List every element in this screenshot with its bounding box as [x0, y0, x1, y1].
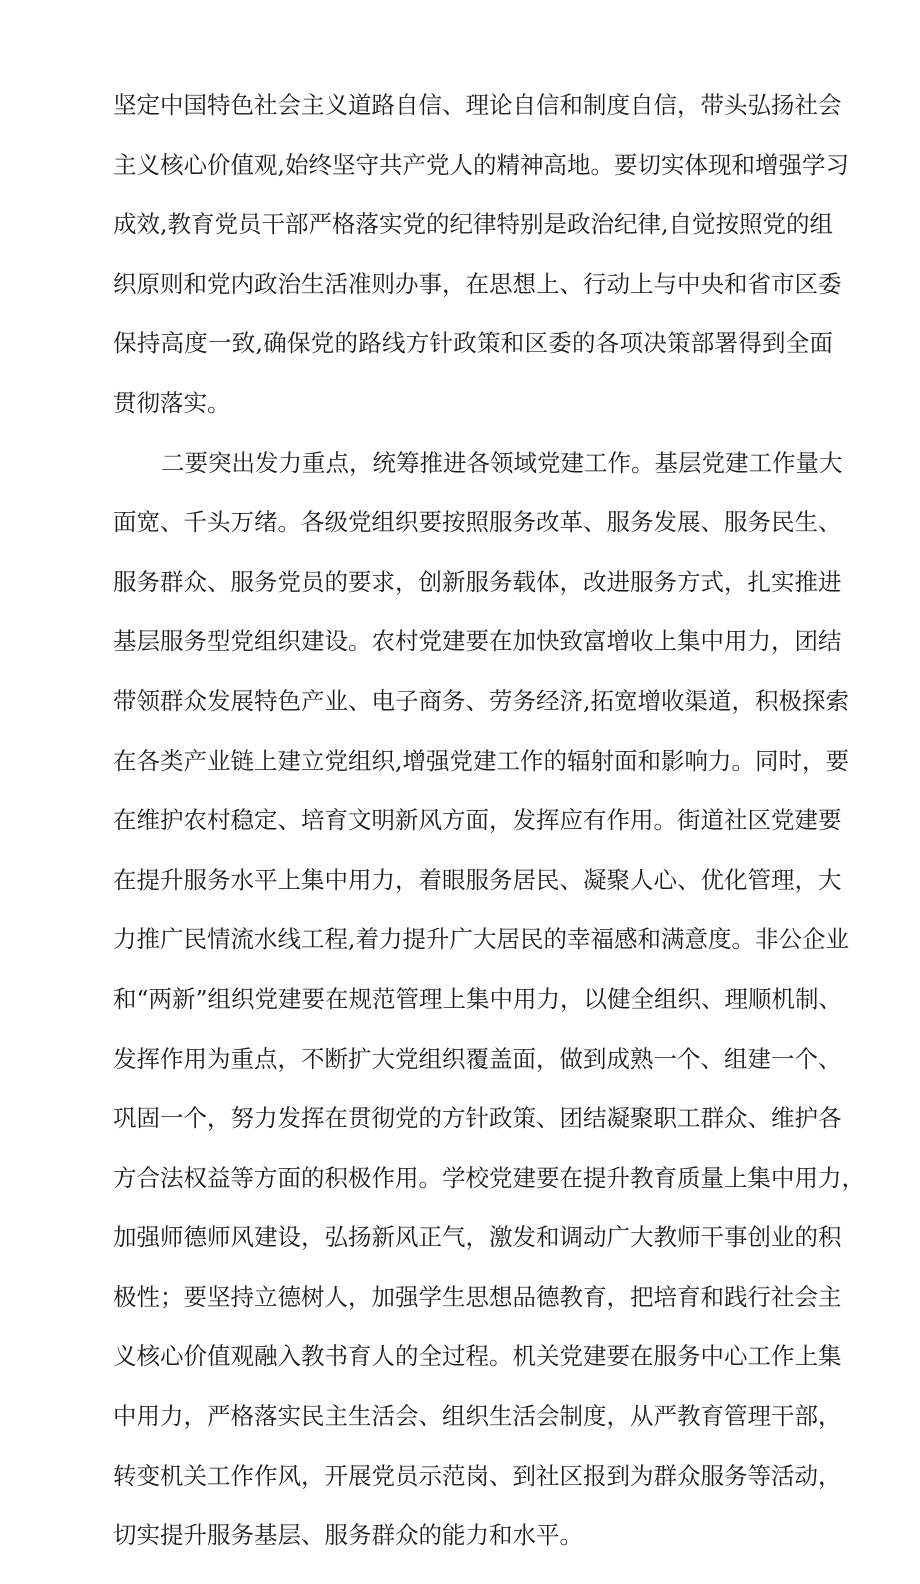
paragraph-line: 贯彻落实。	[113, 388, 231, 417]
paragraph-line: 在各类产业链上建立党组织,增强党建工作的辐射面和影响力。同时，要	[113, 746, 849, 775]
paragraph-line: 主义核心价值观,始终坚守共产党人的精神高地。要切实体现和增强学习	[113, 150, 849, 179]
paragraph-line: 极性；要坚持立德树人，加强学生思想品德教育，把培育和践行社会主	[113, 1282, 842, 1311]
paragraph-1	[113, 91, 849, 417]
paragraph-2	[113, 448, 865, 1550]
paragraph-line: 加强师德师风建设，弘扬新风正气，激发和调动广大教师干事创业的积	[113, 1223, 842, 1252]
paragraph-line: 方合法权益等方面的积极作用。学校党建要在提升教育质量上集中用力，	[113, 1163, 865, 1192]
paragraph-line: 坚定中国特色社会主义道路自信、理论自信和制度自信，带头弘扬社会	[113, 91, 842, 119]
document-body	[113, 91, 865, 1584]
paragraph-line: 义核心价值观融入教书育人的全过程。机关党建要在服务中心工作上集	[113, 1342, 842, 1371]
paragraph-line: 带领群众发展特色产业、电子商务、劳务经济,拓宽增收渠道，积极探索	[113, 686, 849, 715]
paragraph-first-line: 二要突出发力重点，统筹推进各领域党建工作。基层党建工作量大	[161, 448, 843, 477]
paragraph-line: 和“两新”组织党建要在规范管理上集中用力，以健全组织、理顺机制、	[113, 984, 843, 1013]
paragraph-line: 在维护农村稳定、培育文明新风方面，发挥应有作用。街道社区党建要	[113, 806, 842, 835]
paragraph-line: 巩固一个，努力发挥在贯彻党的方针政策、团结凝聚职工群众、维护各	[113, 1104, 842, 1133]
paragraph-line: 转变机关工作作风，开展党员示范岗、到社区报到为群众服务等活动，	[113, 1461, 842, 1490]
paragraph-line: 切实提升服务基层、服务群众的能力和水平。	[113, 1521, 583, 1550]
paragraph-line: 服务群众、服务党员的要求，创新服务载体，改进服务方式，扎实推进	[113, 567, 842, 596]
paragraph-line: 发挥作用为重点，不断扩大党组织覆盖面，做到成熟一个、组建一个、	[113, 1044, 842, 1073]
paragraph-line: 保持高度一致,确保党的路线方针政策和区委的各项决策部署得到全面	[113, 329, 833, 358]
paragraph-line: 基层服务型党组织建设。农村党建要在加快致富增收上集中用力，团结	[113, 627, 842, 656]
paragraph-line: 在提升服务水平上集中用力，着眼服务居民、凝聚人心、优化管理，大	[113, 865, 842, 894]
paragraph-line: 成效,教育党员干部严格落实党的纪律特别是政治纪律,自觉按照党的组	[113, 210, 833, 239]
paragraph-line: 中用力，严格落实民主生活会、组织生活会制度，从严教育管理干部，	[113, 1402, 842, 1431]
paragraph-line: 力推广民情流水线工程,着力提升广大居民的幸福感和满意度。非公企业	[113, 925, 849, 954]
paragraph-line: 面宽、千头万绪。各级党组织要按照服务改革、服务发展、服务民生、	[113, 508, 842, 537]
paragraph-line: 织原则和党内政治生活准则办事，在思想上、行动上与中央和省市区委	[113, 269, 842, 298]
